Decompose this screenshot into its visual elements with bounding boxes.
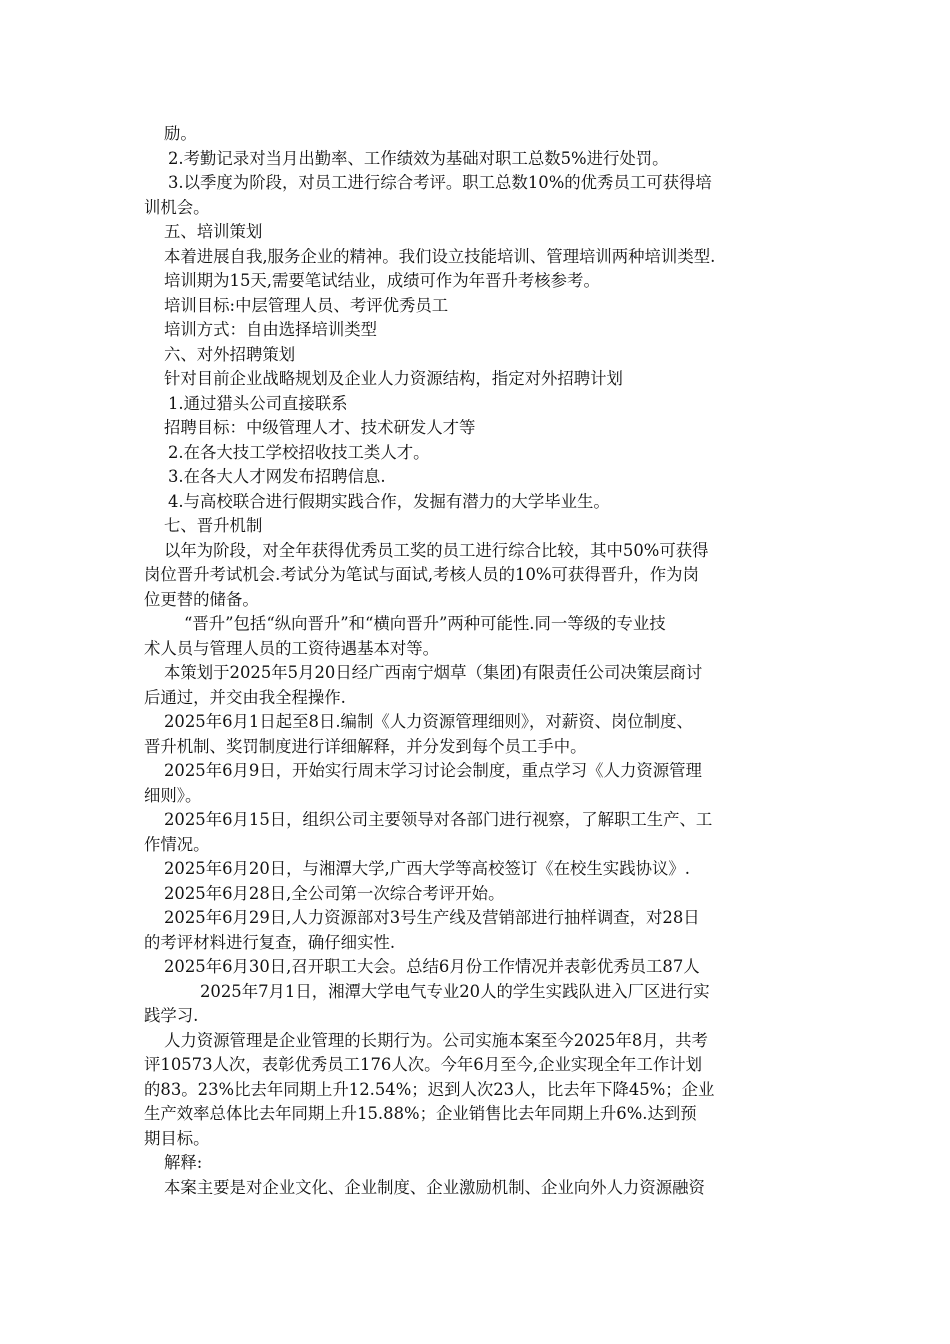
text-line: 生产效率总体比去年同期上升15.88%；企业销售比去年同期上升6%.达到预 [144,1104,697,1123]
text-line: 细则》。 [144,785,202,805]
text-line: 3.在各大人才网发布招聘信息. [168,467,386,486]
text-line: 励。 [164,124,197,143]
text-line: 以年为阶段，对全年获得优秀员工奖的员工进行综合比较，其中50%可获得 [164,540,709,560]
text-line: 2.在各大技工学校招收技工类人才。 [168,442,430,462]
text-line: 4.与高校联合进行假期实践合作，发掘有潜力的大学毕业生。 [168,491,610,511]
text-line: 3.以季度为阶段，对员工进行综合考评。职工总数10%的优秀员工可获得培 [168,173,712,192]
text-line: 期目标。 [144,1128,210,1148]
text-line: 培训目标:中层管理人员、考评优秀员工 [164,295,449,315]
text-line: “晋升”包括“纵向晋升”和“横向晋升”两种可能性.同一等级的专业技 [184,614,666,633]
text-line: 2025年6月1日起至8日.编制《人力资源管理细则》，对薪资、岗位制度、 [164,712,693,731]
text-line: 1.通过猎头公司直接联系 [168,393,348,413]
text-line: 2025年6月9日，开始实行周末学习讨论会制度，重点学习《人力资源管理 [164,761,702,780]
text-line: 本策划于2025年5月20日经广西南宁烟草（集团)有限责任公司决策层商讨 [164,663,703,682]
text-line: 2.考勤记录对当月出勤率、工作绩效为基础对职工总数5%进行处罚。 [168,148,669,168]
text-line: 招聘目标：中级管理人才、技术研发人才等 [164,418,476,437]
text-line: 岗位晋升考试机会.考试分为笔试与面试,考核人员的10%可获得晋升，作为岗 [144,565,699,584]
text-line: 的83。23%比去年同期上升12.54%；迟到人次23人，比去年下降45%；企业 [144,1079,715,1099]
section-heading: 解释: [164,1153,203,1172]
text-line: 2025年6月20日，与湘潭大学,广西大学等高校签订《在校生实践协议》. [164,859,690,878]
text-line: 2025年6月30日,召开职工大会。总结6月份工作情况并表彰优秀员工87人 [164,957,700,976]
text-line: 践学习. [144,1006,199,1025]
text-line: 2025年6月29日,人力资源部对3号生产线及营销部进行抽样调查，对28日 [164,908,700,927]
text-line: 训机会。 [144,197,210,217]
text-line: 位更替的储备。 [144,589,259,609]
text-line: 作情况。 [144,834,210,854]
text-line: 2025年6月28日,全公司第一次综合考评开始。 [164,883,505,903]
text-line: 培训期为15天,需要笔试结业，成绩可作为年晋升考核参考。 [164,271,600,290]
section-heading: 六、对外招聘策划 [164,344,296,364]
text-line: 培训方式：自由选择培训类型 [164,320,378,339]
text-line: 人力资源管理是企业管理的长期行为。公司实施本案至今2025年8月，共考 [164,1030,708,1050]
text-line: 针对目前企业战略规划及企业人力资源结构，指定对外招聘计划 [164,369,623,388]
text-line: 晋升机制、奖罚制度进行详细解释，并分发到每个员工手中。 [144,736,587,756]
text-line: 2025年7月1日，湘潭大学电气专业20人的学生实践队进入厂区进行实 [200,981,710,1001]
section-heading: 五、培训策划 [164,222,263,241]
text-line: 评10573人次，表彰优秀员工176人次。今年6月至今,企业实现全年工作计划 [144,1055,702,1074]
text-line: 2025年6月15日，组织公司主要领导对各部门进行视察，了解职工生产、工 [164,810,713,829]
text-line: 的考评材料进行复查，确仔细实性. [144,932,396,952]
section-heading: 七、晋升机制 [164,516,263,535]
text-line: 本案主要是对企业文化、企业制度、企业激励机制、企业向外人力资源融资 [164,1177,705,1197]
text-line: 术人员与管理人员的工资待遇基本对等。 [144,638,440,658]
text-line: 本着进展自我,服务企业的精神。我们设立技能培训、管理培训两种培训类型. [164,246,716,266]
text-line: 后通过，并交由我全程操作. [144,687,346,707]
document-body [144,122,816,1200]
